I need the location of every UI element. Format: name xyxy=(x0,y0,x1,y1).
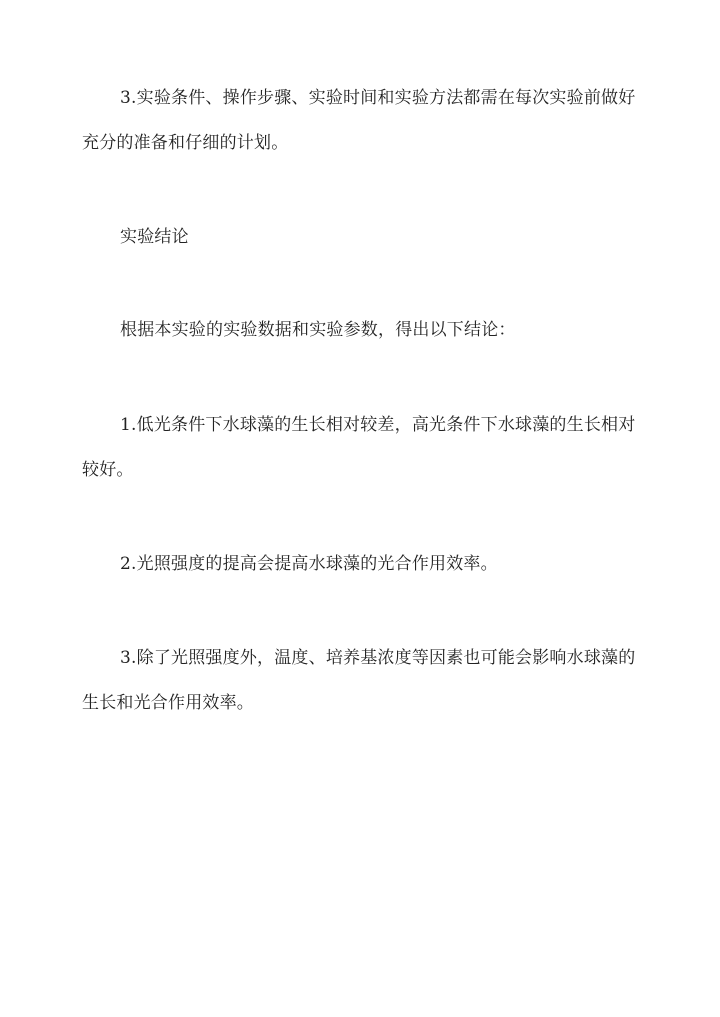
paragraph-conclusion-3: 3.除了光照强度外，温度、培养基浓度等因素也可能会影响水球藻的生长和光合作用效率。 xyxy=(82,648,636,713)
paragraph-conclusion-1: 1.低光条件下水球藻的生长相对较差，高光条件下水球藻的生长相对较好。 xyxy=(82,415,636,480)
paragraph-conclusion-2: 2.光照强度的提高会提高水球藻的光合作用效率。 xyxy=(120,554,498,574)
section-heading-conclusion: 实验结论 xyxy=(120,227,189,247)
paragraph-conclusion-intro: 根据本实验的实验数据和实验参数，得出以下结论： xyxy=(120,320,516,340)
paragraph-preparation-note: 3.实验条件、操作步骤、实验时间和实验方法都需在每次实验前做好充分的准备和仔细的计划。 xyxy=(82,88,636,153)
